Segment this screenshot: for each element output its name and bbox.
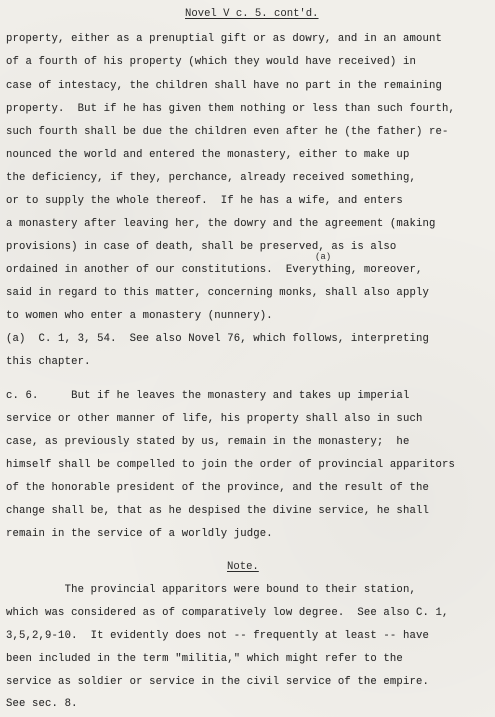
text-line: himself shall be compelled to join the order of provincial apparitors — [6, 459, 456, 471]
note-line: The provincial apparitors were bound to their station, — [6, 584, 416, 596]
text-line: nounced the world and entered the monastery, either to make up — [6, 149, 410, 161]
note-line: 3,5,2,9-10. It evidently does not -- frequently at least -- have — [6, 630, 429, 642]
text-line: of a fourth of his property (which they would have received) in — [6, 56, 416, 68]
footnote-line: this chapter. — [6, 356, 91, 368]
text-line: case of intestacy, the children shall have no part in the remaining — [6, 80, 442, 92]
text-line: such fourth shall be due the children even after he (the father) re- — [6, 126, 449, 138]
footnote-line: (a) C. 1, 3, 54. See also Novel 76, which follows, interpreting — [6, 333, 429, 345]
text-line: the deficiency, if they, perchance, already received something, — [6, 172, 416, 184]
note-line: See sec. 8. — [6, 698, 78, 710]
note-line: which was considered as of comparatively low degree. See also C. 1, — [6, 607, 449, 619]
text-line: c. 6. But if he leaves the monastery and takes up imperial — [6, 390, 410, 402]
text-line: a monastery after leaving her, the dowry and the agreement (making — [6, 218, 436, 230]
text-line: provisions) in case of death, shall be preserved, as is also — [6, 241, 397, 253]
text-line: change shall be, that as he despised the divine service, he shall — [6, 505, 429, 517]
text-line: remain in the service of a worldly judge. — [6, 528, 273, 540]
text-line: ordained in another of our constitutions. Everything, moreover, — [6, 264, 423, 276]
text-line: to women who enter a monastery (nunnery). — [6, 310, 273, 322]
page-heading: Novel V c. 5. cont'd. — [185, 8, 319, 20]
text-line: of the honorable president of the province, and the result of the — [6, 482, 429, 494]
text-line: service or other manner of life, his property shall also in such — [6, 413, 423, 425]
text-line: or to supply the whole thereof. If he has a wife, and enters — [6, 195, 403, 207]
note-line: been included in the term "militia," which might refer to the — [6, 653, 403, 665]
text-line: case, as previously stated by us, remain in the monastery; he — [6, 436, 410, 448]
text-line: said in regard to this matter, concerning monks, shall also apply — [6, 287, 429, 299]
note-heading: Note. — [227, 561, 259, 573]
text-line: property, either as a prenuptial gift or as dowry, and in an amount — [6, 33, 442, 45]
note-line: service as soldier or service in the civil service of the empire. — [6, 676, 429, 688]
text-line: property. But if he has given them nothing or less than such fourth, — [6, 103, 456, 115]
footnote-marker: (a) — [315, 252, 332, 262]
